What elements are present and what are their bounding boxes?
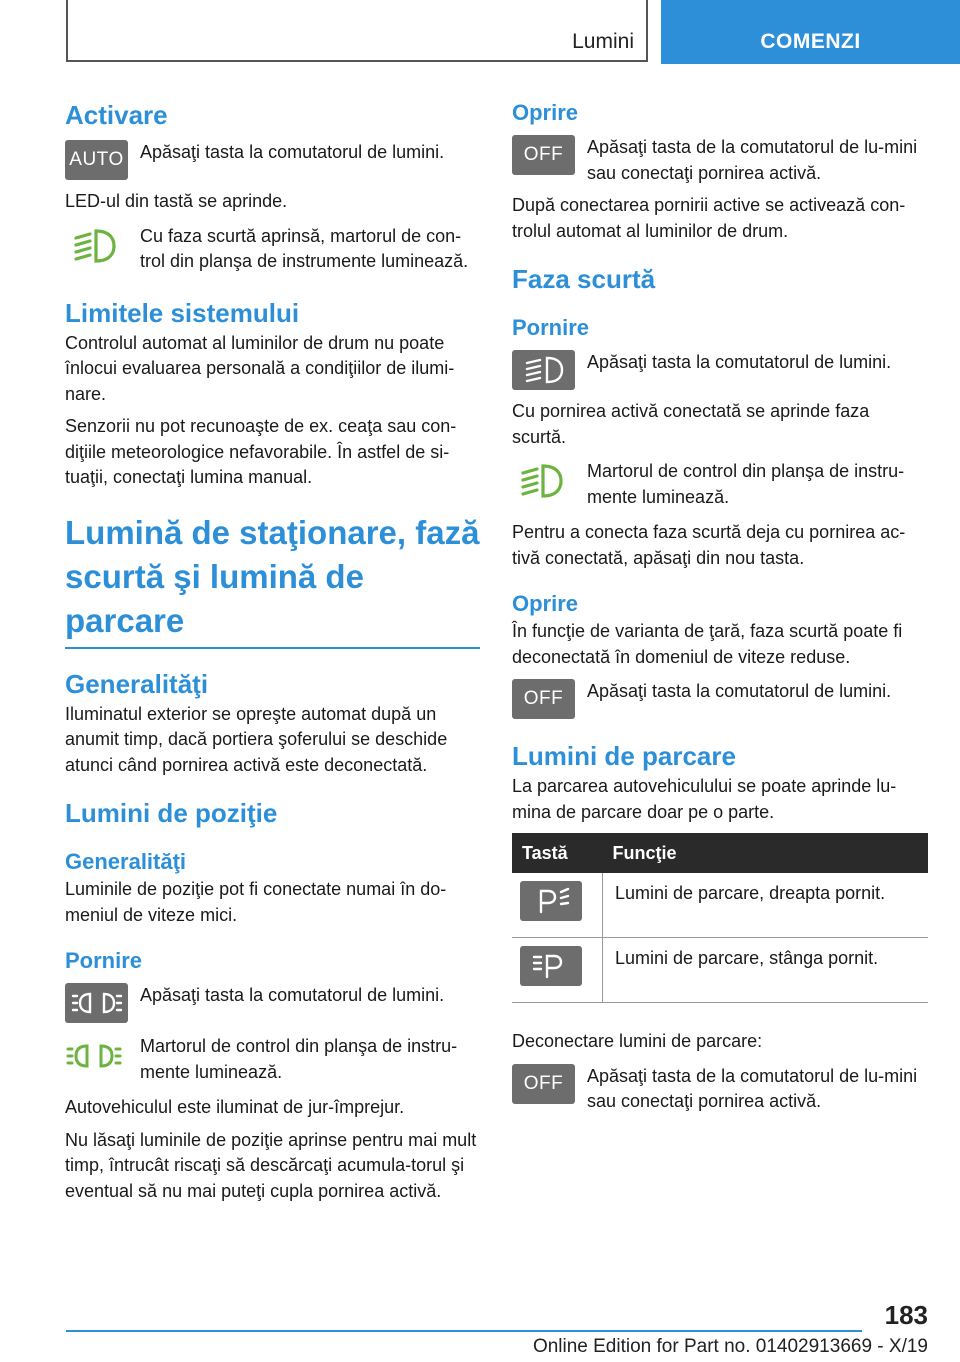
table-header-tasta: Tastă xyxy=(512,833,603,873)
instruction-off-3: OFF Apăsaţi tasta de la comutatorul de lu-mini sau conectaţi pornirea activă. xyxy=(512,1062,928,1115)
deconectare-text: Deconectare lumini de parcare: xyxy=(512,1031,763,1051)
pozitie-generalitati-text: Luminile de poziţie pot fi conectate numai în do-meniul de viteze mici. xyxy=(65,879,447,925)
instruction-low-beam: Apăsaţi tasta la comutatorul de lumini. xyxy=(512,348,928,392)
heading-activare: Activare xyxy=(65,100,168,130)
heading-pozitie-generalitati: Generalităţi xyxy=(65,849,187,874)
table-cell: Lumini de parcare, dreapta pornit. xyxy=(603,873,929,938)
parking-light-right-icon xyxy=(520,881,582,921)
low-beam-indicator-icon xyxy=(512,461,570,501)
chapter-tab-label: COMENZI xyxy=(760,30,861,53)
faza-oprire-text: În funcţie de varianta de ţară, faza scurtă poate fi deconectată în domeniul de viteze reduse. xyxy=(512,621,903,667)
faza-p2: Pentru a conecta faza scurtă deja cu pornirea ac-tivă conectată, apăsaţi din nou tasta. xyxy=(512,522,906,568)
heading-limitele: Limitele sistemului xyxy=(65,297,300,328)
faza-p1: Cu pornirea activă conectată se aprinde faza scurtă. xyxy=(512,401,870,447)
off-button-icon: OFF xyxy=(512,135,575,175)
parking-light-left-icon xyxy=(520,946,582,986)
heading-faza-scurta: Faza scurtă xyxy=(512,264,656,294)
limitele-p1: Controlul automat al luminilor de drum nu poate înlocui evaluarea personală a condiţiilor de ilumi-nare. xyxy=(65,332,455,404)
heading-faza-pornire: Pornire xyxy=(512,315,590,340)
position-lights-indicator-icon xyxy=(65,1036,123,1076)
table-cell: Lumini de parcare, stânga pornit. xyxy=(603,938,929,1003)
instruction-indicator-position: Martorul de control din planşa de instru-mente luminează. xyxy=(65,1032,480,1088)
limitele-p2: Senzorii nu pot recunoaşte de ex. ceaţa sau con-diţiile meteorologice nefavorabile. În astfel de si-tuaţii, conectaţi lumina manual. xyxy=(65,416,457,487)
instruction-position-lights: Apăsaţi tasta la comutatorul de lumini. xyxy=(65,981,480,1025)
instruction-auto: AUTO Apăsaţi tasta la comutatorul de lumini. xyxy=(65,138,480,182)
right-column xyxy=(512,100,928,1115)
heading-lumini-pozitie: Lumini de poziţie xyxy=(65,798,278,828)
heading-faza-oprire: Oprire xyxy=(512,591,579,616)
low-beam-indicator-icon xyxy=(65,226,123,266)
off-button-icon: OFF xyxy=(512,1064,575,1104)
parcare-text: La parcarea autovehiculului se poate aprinde lu-mina de parcare doar pe o parte. xyxy=(512,776,897,822)
heading-generalitati: Generalităţi xyxy=(65,668,209,699)
instruction-off-2: OFF Apăsaţi tasta la comutatorul de lumini. xyxy=(512,677,928,721)
pozitie-p2: Nu lăsaţi luminile de poziţie aprinse pentru mai mult timp, întrucât riscaţi să descărcaţi acumula-torul şi eventual să nu mai puteţi cupla pornirea activă. xyxy=(65,1129,477,1201)
low-beam-button-icon xyxy=(512,350,575,390)
header-box xyxy=(66,0,648,62)
chapter-tab[interactable] xyxy=(661,0,960,64)
section-label: Lumini xyxy=(572,30,634,53)
auto-button-icon: AUTO xyxy=(65,140,128,180)
footer-edition: Online Edition for Part no. 01402913669 - X/19 xyxy=(532,1336,928,1357)
instruction-off-1: OFF Apăsaţi tasta de la comutatorul de lu-mini sau conectaţi pornirea activă. xyxy=(512,133,928,186)
parking-lights-table xyxy=(512,833,928,1003)
main-heading: Lumină de staţionare, fază scurtă şi lumină de parcare xyxy=(65,511,480,649)
instruction-indicator-low-beam-2: Martorul de control din planşa de instru-mente luminează. xyxy=(512,457,928,513)
generalitati-text: Iluminatul exterior se opreşte automat după un anumit timp, dacă portiera şoferului se deschide atunci când pornirea activă este deconectată. xyxy=(65,703,448,775)
position-lights-button-icon xyxy=(65,983,128,1023)
led-text: LED-ul din tastă se aprinde. xyxy=(65,191,288,211)
left-column xyxy=(65,100,480,1204)
page-number: 183 xyxy=(884,1300,928,1330)
off-button-icon: OFF xyxy=(512,679,575,719)
oprire-text: După conectarea pornirii active se activează con-trolul automat al luminilor de drum. xyxy=(512,195,906,241)
footer-divider xyxy=(66,1330,862,1332)
heading-lumini-parcare: Lumini de parcare xyxy=(512,741,736,771)
table-header-functie: Funcţie xyxy=(603,833,929,873)
heading-oprire: Oprire xyxy=(512,100,579,125)
table-row xyxy=(512,938,928,1003)
pozitie-p1: Autovehiculul este iluminat de jur-împrejur. xyxy=(65,1097,405,1117)
heading-pozitie-pornire: Pornire xyxy=(65,948,143,973)
instruction-indicator-low-beam: Cu faza scurtă aprinsă, martorul de con-trol din planşa de instrumente luminează. xyxy=(65,222,480,278)
table-row xyxy=(512,873,928,938)
